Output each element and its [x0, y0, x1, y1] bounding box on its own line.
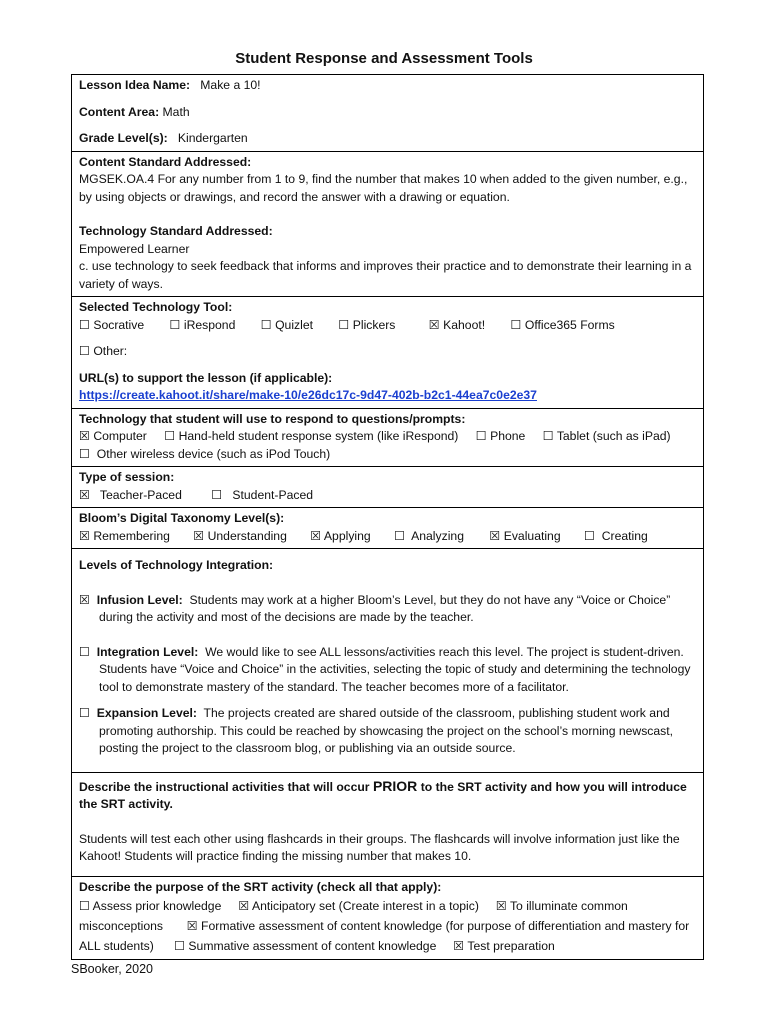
- checked-box-icon[interactable]: ☒: [428, 317, 440, 332]
- checkbox-icon[interactable]: ☐: [584, 528, 595, 543]
- respond-option-other-wireless[interactable]: ☐ Other wireless device (such as iPod Touch): [79, 446, 331, 461]
- content-area: [79, 104, 696, 122]
- checked-box-icon[interactable]: ☒: [79, 429, 90, 443]
- checkbox-icon[interactable]: ☐: [79, 344, 90, 358]
- lesson-idea-value: Make a 10!: [200, 78, 261, 92]
- checked-box-icon[interactable]: ☒: [79, 487, 90, 502]
- checkbox-icon[interactable]: ☐: [542, 429, 554, 443]
- respond-option-tablet[interactable]: ☐ Tablet (such as iPad): [542, 429, 671, 443]
- checkbox-icon[interactable]: ☐: [79, 446, 90, 461]
- tool-option-kahoot[interactable]: ☒ Kahoot!: [428, 317, 486, 332]
- kahoot-url-link[interactable]: https://create.kahoot.it/share/make-10/e26dc17c-9d47-402b-b2c1-44ea7c0e2e37: [79, 388, 537, 402]
- grade-level: [79, 130, 696, 148]
- content-standard-text: MGSEK.OA.4 For any number from 1 to 9, find the number that makes 10 when added to the given number, e.g., by using objects or drawings, and record the answer with a drawing or equation.: [79, 172, 688, 204]
- checked-box-icon[interactable]: ☒: [79, 528, 90, 543]
- tool-option-plickers[interactable]: ☐ Plickers: [338, 317, 396, 332]
- checkbox-icon[interactable]: ☐: [79, 317, 90, 332]
- session-type-row: [72, 467, 704, 508]
- prior-answer: Students will test each other using flashcards in their groups. The flashcards will involve information just like the Kahoot! Students will practice finding the missing number that makes 10.: [79, 831, 680, 863]
- grade-level-label: Grade Level(s):: [79, 131, 168, 145]
- respond-option-computer[interactable]: ☒ Computer: [79, 429, 147, 443]
- checkbox-icon[interactable]: ☐: [174, 939, 186, 953]
- bloom-option-understanding[interactable]: ☒ Understanding: [193, 528, 287, 543]
- prior-question: Describe the instructional activities that will occur PRIOR to the SRT activity and how you will introduce the SRT activity.: [79, 777, 687, 811]
- tech-standard-name: Empowered Learner: [79, 241, 190, 256]
- checkbox-icon[interactable]: ☐: [79, 706, 90, 720]
- tech-standard-text: c. use technology to seek feedback that informs and improves their practice and to demonstrate their learning in a variety of ways.: [79, 259, 692, 291]
- tool-option-quizlet[interactable]: ☐ Quizlet: [260, 317, 314, 332]
- footer-credit: SBooker, 2020: [71, 962, 154, 976]
- session-options: [79, 487, 696, 505]
- tech-standard-label: Technology Standard Addressed:: [79, 224, 273, 238]
- checkbox-icon[interactable]: ☐: [394, 528, 406, 543]
- purpose-label: Describe the purpose of the SRT activity (check all that apply):: [79, 879, 442, 894]
- session-option-student-paced[interactable]: ☐ Student-Paced: [211, 487, 314, 502]
- tool-option-office365-forms[interactable]: ☐ Office365 Forms: [510, 317, 615, 332]
- tool-options: [79, 317, 696, 335]
- content-area-label: Content Area:: [79, 104, 160, 119]
- checked-box-icon[interactable]: ☒: [489, 528, 501, 543]
- purpose-option-summative[interactable]: ☐ Summative assessment of content knowledge: [174, 939, 437, 953]
- tool-option-irespond[interactable]: ☐ iRespond: [169, 317, 236, 332]
- grade-level-value: Kindergarten: [177, 131, 248, 145]
- bloom-options: [79, 528, 696, 546]
- document-title: Student Response and Assessment Tools: [235, 50, 533, 67]
- bloom-option-analyzing[interactable]: ☐ Analyzing: [394, 528, 464, 543]
- session-label: Type of session:: [79, 470, 175, 484]
- purpose-option-formative[interactable]: ☒ Formative assessment of content knowledge (for purpose of differentiation and mastery for ALL students): [79, 919, 690, 953]
- checkbox-icon[interactable]: ☐: [338, 317, 350, 332]
- checked-box-icon[interactable]: ☒: [186, 919, 198, 933]
- checked-box-icon[interactable]: ☒: [453, 939, 465, 953]
- purpose-option-assess-prior[interactable]: ☐ Assess prior knowledge: [79, 899, 222, 913]
- checked-box-icon[interactable]: ☒: [238, 899, 250, 913]
- prior-activities-row: [72, 772, 704, 876]
- integration-label: Levels of Technology Integration:: [79, 558, 274, 572]
- checkbox-icon[interactable]: ☐: [475, 429, 487, 443]
- respond-option-handheld[interactable]: ☐ Hand-held student response system (like iRespond): [164, 429, 459, 443]
- purpose-option-test-prep[interactable]: ☒ Test preparation: [453, 939, 555, 953]
- checkbox-icon[interactable]: ☐: [169, 317, 181, 332]
- bloom-option-evaluating[interactable]: ☒ Evaluating: [489, 528, 561, 543]
- checked-box-icon[interactable]: ☒: [495, 899, 507, 913]
- bloom-option-remembering[interactable]: ☒ Remembering: [79, 528, 170, 543]
- checkbox-icon[interactable]: ☐: [79, 644, 90, 659]
- purpose-option-anticipatory-set[interactable]: ☒ Anticipatory set (Create interest in a topic): [238, 899, 479, 913]
- integration-level[interactable]: ☐ Integration Level: We would like to see ALL lessons/activities reach this level. The project is student-driven. Students have “Voice and Choice” in the activities, selecting the topic of study and determining the technology tool to demonstrate mastery of the standard. The teacher becomes more of a facilitator.: [79, 644, 691, 694]
- integration-levels-row: [72, 549, 704, 773]
- bloom-label: Bloom’s Digital Taxonomy Level(s):: [79, 511, 285, 525]
- checkbox-icon[interactable]: ☐: [510, 317, 522, 332]
- bloom-option-creating[interactable]: ☐ Creating: [584, 528, 648, 543]
- tool-option-other[interactable]: ☐ Other:: [79, 344, 128, 358]
- srt-purpose-row: [72, 876, 704, 960]
- checkbox-icon[interactable]: ☐: [79, 899, 90, 913]
- expansion-level[interactable]: ☐ Expansion Level: The projects created are shared outside of the classroom, publishing student work and promoting authorship. This could be reached by showcasing the project on the school’s morning newscast, posting the project to the classroom blog, or publishing via an outside source.: [79, 706, 674, 755]
- respond-options: [79, 428, 696, 446]
- checked-box-icon[interactable]: ☒: [79, 592, 90, 607]
- content-area-value: Math: [162, 104, 190, 119]
- lesson-idea-label: Lesson Idea Name:: [79, 78, 191, 92]
- checkbox-icon[interactable]: ☐: [164, 429, 176, 443]
- lesson-info-row: [72, 75, 704, 152]
- technology-tool-row: [72, 297, 704, 409]
- bloom-taxonomy-row: [72, 508, 704, 549]
- checked-box-icon[interactable]: ☒: [193, 528, 205, 543]
- lesson-idea: [79, 77, 696, 95]
- url-label: URL(s) to support the lesson (if applicable):: [79, 370, 333, 385]
- respond-label: Technology that student will use to respond to questions/prompts:: [79, 411, 466, 426]
- standards-row: [72, 151, 704, 297]
- infusion-level[interactable]: ☒ Infusion Level: Students may work at a higher Bloom’s Level, but they do not have any “Voice or Choice” during the activity and most of the decisions are made by the teacher.: [79, 592, 671, 624]
- session-option-teacher-paced[interactable]: ☒ Teacher-Paced: [79, 487, 182, 502]
- checkbox-icon[interactable]: ☐: [260, 317, 272, 332]
- checkbox-icon[interactable]: ☐: [211, 487, 223, 502]
- purpose-option-misconceptions[interactable]: ☒ To illuminate common misconceptions: [79, 899, 628, 933]
- respond-technology-row: [72, 408, 704, 467]
- content-standard-label: Content Standard Addressed:: [79, 154, 252, 169]
- tool-option-socrative[interactable]: ☐ Socrative: [79, 317, 145, 332]
- respond-option-phone[interactable]: ☐ Phone: [475, 429, 526, 443]
- tool-label: Selected Technology Tool:: [79, 300, 233, 314]
- bloom-option-applying[interactable]: ☒ Applying: [310, 528, 371, 543]
- assessment-form-table: [71, 74, 704, 960]
- purpose-options: [79, 896, 696, 956]
- checked-box-icon[interactable]: ☒: [310, 528, 322, 543]
